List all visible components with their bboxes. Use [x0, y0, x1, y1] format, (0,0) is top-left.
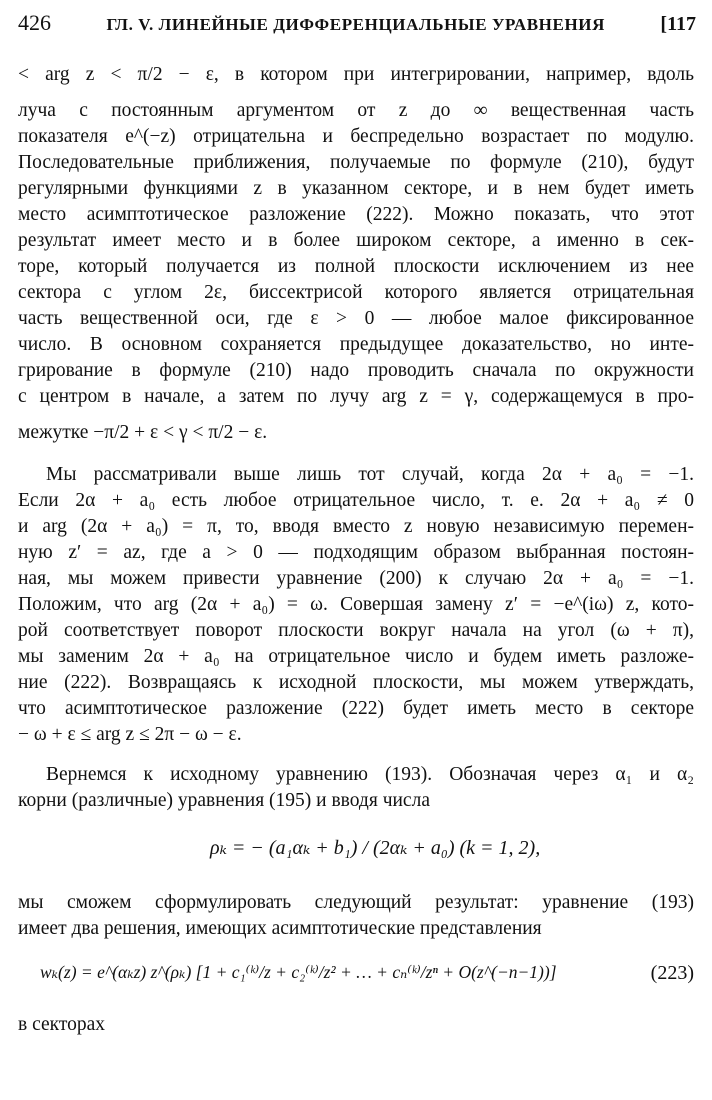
text-line: ную z′ = az, где a > 0 — подходящим образом выбранная постоян-: [18, 542, 694, 563]
text-line: имеет два решения, имеющих асимптотические представления: [18, 918, 542, 939]
text-line: торе, который получается из полной плоскости исключением из нее: [18, 256, 694, 277]
text-line: корни (различные) уравнения (195) и вводя числа: [18, 790, 430, 811]
text-line: в секторах: [18, 1014, 106, 1035]
equation-number-223: (223): [650, 962, 694, 984]
text-line: Если 2α + a₀ есть любое отрицательное число, т. е. 2α + a₀ ≠ 0: [18, 490, 694, 511]
text-line: сектора с углом 2ε, биссектрисой которого является отрицательная: [18, 282, 694, 303]
text-line: ние (222). Возвращаясь к исходной плоскости, мы можем утверждать,: [18, 672, 694, 693]
text-line: грирование в формуле (210) надо проводить сначала по окружности: [18, 360, 694, 381]
text-line: регулярными функциями z в указанном секторе, и в нем будет иметь: [18, 178, 694, 199]
text-line: рой соответствует поворот плоскости вокруг начала на угол (ω + π),: [18, 620, 694, 641]
equation-expansion: wₖ(z) = e^(αₖz) z^(ρₖ) [1 + c₁⁽ᵏ⁾/z + c₂⁽ᵏ⁾/z² + … + cₙ⁽ᵏ⁾/zⁿ + O(z^(−n−1))]: [40, 962, 557, 982]
text-line: часть вещественной оси, где ε > 0 — любое малое фиксированное: [18, 308, 694, 329]
text-line: Вернемся к исходному уравнению (193). Обозначая через α₁ и α₂: [46, 764, 694, 785]
text-line: мы заменим 2α + a₀ на отрицательное число и будем иметь разложе-: [18, 646, 694, 667]
text-line: показателя e^(−z) отрицательна и беспредельно возрастает по модулю.: [18, 126, 694, 147]
text-line: число. В основном сохраняется предыдущее доказательство, но инте-: [18, 334, 694, 355]
text-line: Последовательные приближения, получаемые по формуле (210), будут: [18, 152, 694, 173]
text-line: межутке −π/2 + ε < γ < π/2 − ε.: [18, 422, 268, 443]
running-title: ГЛ. V. ЛИНЕЙНЫЕ ДИФФЕРЕНЦИАЛЬНЫЕ УРАВНЕНИЯ: [106, 15, 605, 34]
section-number: [117: [660, 13, 696, 35]
page-header: [18, 10, 696, 44]
text-line: мы сможем сформулировать следующий результат: уравнение (193): [18, 892, 694, 913]
equation-rho: ρₖ = − (a₁αₖ + b₁) / (2αₖ + a₀) (k = 1, 2),: [210, 837, 541, 859]
text-line: луча с постоянным аргументом от z до ∞ вещественная часть: [18, 100, 694, 121]
text-line: и arg (2α + a₀) = π, то, вводя вместо z новую независимую перемен-: [18, 516, 694, 537]
text-line: место асимптотическое разложение (222). Можно показать, что этот: [18, 204, 694, 225]
text-line: ная, мы можем привести уравнение (200) к случаю 2α + a₀ = −1.: [18, 568, 694, 589]
text-line: Мы рассматривали выше лишь тот случай, когда 2α + a₀ = −1.: [46, 464, 694, 485]
page-number: 426: [18, 10, 51, 35]
text-line: < arg z < π/2 − ε, в котором при интегрировании, например, вдоль: [18, 64, 694, 85]
text-line: результат имеет место и в более широком секторе, а именно в сек-: [18, 230, 694, 251]
text-line: с центром в начале, а затем по лучу arg z = γ, содержащемуся в про-: [18, 386, 694, 407]
text-line: − ω + ε ≤ arg z ≤ 2π − ω − ε.: [18, 724, 242, 745]
text-line: Положим, что arg (2α + a₀) = ω. Совершая замену z′ = −e^(iω) z, кото-: [18, 594, 694, 615]
text-line: что асимптотическое разложение (222) будет иметь место в секторе: [18, 698, 694, 719]
